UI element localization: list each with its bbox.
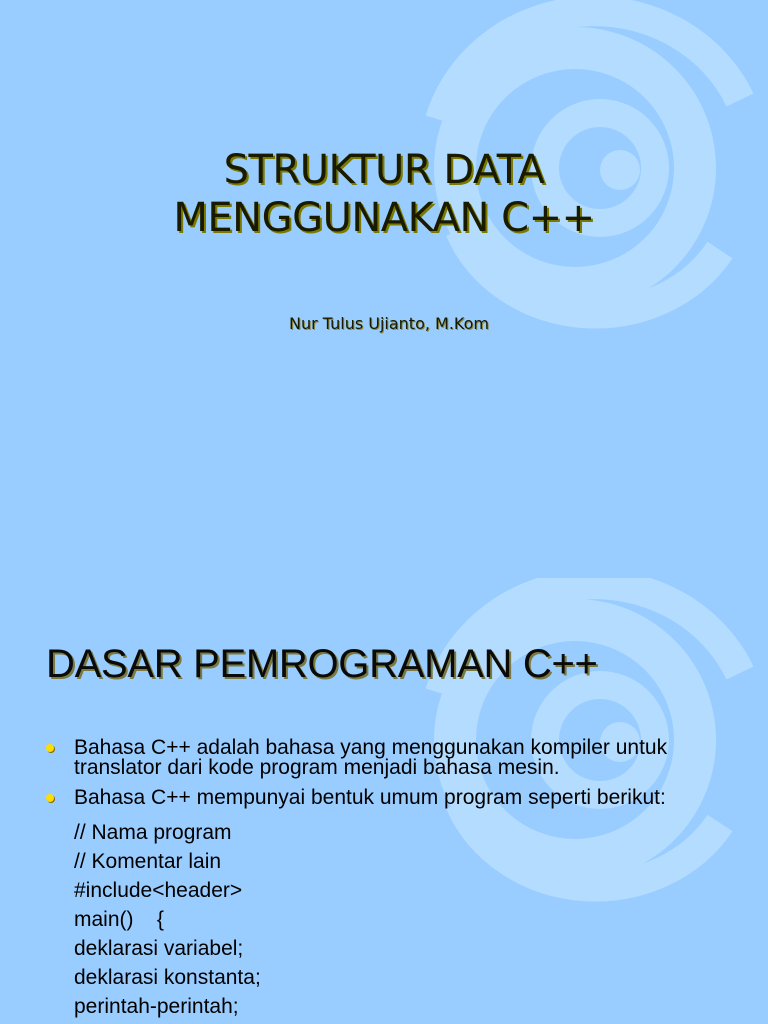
title-line-2: MENGGUNAKAN C++ (173, 195, 595, 241)
slide-subtitle: Nur Tulus Ujianto, M.Kom (288, 314, 489, 333)
code-line: #include<header> (74, 879, 243, 902)
bullet-icon (46, 794, 54, 802)
code-block (46, 818, 746, 1021)
code-line: main() { (74, 908, 164, 931)
code-line: perintah-perintah; (74, 995, 239, 1018)
code-line: deklarasi variabel; (74, 937, 244, 960)
title-line-1: STRUKTUR DATA (223, 147, 545, 193)
code-line: deklarasi konstanta; (74, 966, 261, 989)
bullet-item (46, 738, 746, 778)
code-line: // Nama program (74, 821, 232, 844)
code-line: // Komentar lain (74, 850, 222, 873)
bullet-list (46, 738, 746, 1021)
bullet-icon (46, 744, 54, 752)
bullet-text: Bahasa C++ mempunyai bentuk umum program seperti berikut: (74, 786, 666, 809)
content-slide (0, 578, 768, 1024)
bullet-text: Bahasa C++ adalah bahasa yang menggunakan kompiler untuk translator dari kode program menjadi bahasa mesin. (74, 736, 668, 779)
slide-title (0, 146, 768, 242)
slide-heading: DASAR PEMROGRAMAN C++ (46, 642, 598, 686)
bullet-item (46, 788, 746, 808)
